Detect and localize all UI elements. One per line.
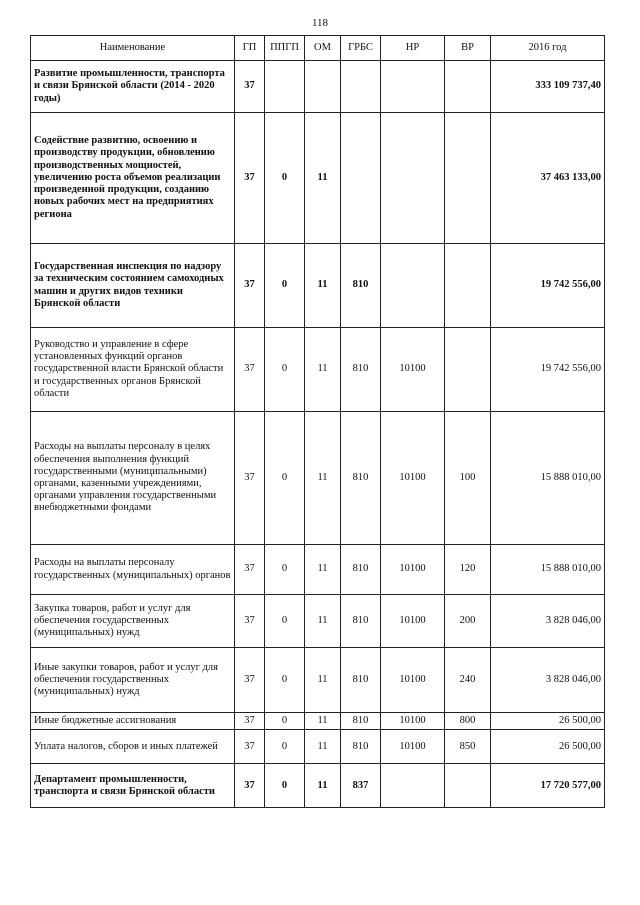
table-row: [31, 545, 605, 595]
row-amount: 26 500,00: [491, 713, 605, 730]
row-np: 10100: [381, 412, 445, 545]
row-gp: 37: [235, 730, 265, 764]
row-np: 10100: [381, 545, 445, 595]
row-vr: 800: [445, 713, 491, 730]
row-grbs: 837: [341, 764, 381, 808]
row-amount: 15 888 010,00: [491, 545, 605, 595]
row-amount: 17 720 577,00: [491, 764, 605, 808]
row-grbs: [341, 113, 381, 244]
row-amount: 15 888 010,00: [491, 412, 605, 545]
table-row: [31, 595, 605, 648]
row-grbs: 810: [341, 412, 381, 545]
row-np: 10100: [381, 730, 445, 764]
row-gp: 37: [235, 244, 265, 328]
row-grbs: 810: [341, 730, 381, 764]
row-pgp: 0: [265, 545, 305, 595]
row-pgp: 0: [265, 113, 305, 244]
row-np: 10100: [381, 648, 445, 713]
row-np: [381, 764, 445, 808]
row-pgp: 0: [265, 595, 305, 648]
row-np: [381, 113, 445, 244]
row-gp: 37: [235, 328, 265, 412]
row-pgp: 0: [265, 648, 305, 713]
row-name: Расходы на выплаты персоналу в целях обеспечения выполнения функций государственными (муниципальными) органами, казенными учреждениями, органами управления государственными внебюджетными фондами: [31, 412, 235, 545]
row-om: 11: [305, 113, 341, 244]
row-amount: 37 463 133,00: [491, 113, 605, 244]
header-vr: ВР: [445, 36, 491, 61]
row-amount: 26 500,00: [491, 730, 605, 764]
header-gp: ГП: [235, 36, 265, 61]
budget-table: [30, 35, 605, 808]
row-grbs: [341, 61, 381, 113]
row-np: 10100: [381, 713, 445, 730]
row-pgp: 0: [265, 328, 305, 412]
header-year: 2016 год: [491, 36, 605, 61]
table-row: [31, 244, 605, 328]
row-vr: 100: [445, 412, 491, 545]
row-om: 11: [305, 648, 341, 713]
row-pgp: 0: [265, 412, 305, 545]
row-amount: 19 742 556,00: [491, 328, 605, 412]
row-om: [305, 61, 341, 113]
row-name: Иные закупки товаров, работ и услуг для обеспечения государственных (муниципальных) нужд: [31, 648, 235, 713]
header-om: ОМ: [305, 36, 341, 61]
row-vr: [445, 61, 491, 113]
row-np: 10100: [381, 595, 445, 648]
row-vr: [445, 113, 491, 244]
table-row: [31, 61, 605, 113]
row-name: Закупка товаров, работ и услуг для обеспечения государственных (муниципальных) нужд: [31, 595, 235, 648]
row-gp: 37: [235, 412, 265, 545]
row-vr: [445, 244, 491, 328]
row-vr: 850: [445, 730, 491, 764]
row-om: 11: [305, 244, 341, 328]
row-name: Расходы на выплаты персоналу государственных (муниципальных) органов: [31, 545, 235, 595]
row-grbs: 810: [341, 595, 381, 648]
row-vr: 240: [445, 648, 491, 713]
row-pgp: 0: [265, 764, 305, 808]
row-name: Иные бюджетные ассигнования: [31, 713, 235, 730]
row-amount: 333 109 737,40: [491, 61, 605, 113]
row-vr: [445, 764, 491, 808]
table-row: [31, 764, 605, 808]
header-grbs: ГРБС: [341, 36, 381, 61]
row-name: Содействие развитию, освоению и производству продукции, обновлению производственных мощностей, увеличению роста объемов реализации произведенной продукции, созданию новых рабочих мест на предприятиях региона: [31, 113, 235, 244]
page-number: 118: [311, 17, 329, 29]
row-pgp: 0: [265, 713, 305, 730]
row-pgp: 0: [265, 244, 305, 328]
row-name: Департамент промышленности, транспорта и связи Брянской области: [31, 764, 235, 808]
row-om: 11: [305, 412, 341, 545]
row-gp: 37: [235, 545, 265, 595]
header-np: НР: [381, 36, 445, 61]
row-np: [381, 61, 445, 113]
row-om: 11: [305, 730, 341, 764]
row-name: Развитие промышленности, транспорта и связи Брянской области (2014 - 2020 годы): [31, 61, 235, 113]
table-row: [31, 713, 605, 730]
row-amount: 19 742 556,00: [491, 244, 605, 328]
header-row: [31, 36, 605, 61]
row-vr: 200: [445, 595, 491, 648]
row-om: 11: [305, 713, 341, 730]
row-name: Руководство и управление в сфере установленных функций органов государственной власти Брянской области и государственных органов Брянской области: [31, 328, 235, 412]
row-grbs: 810: [341, 244, 381, 328]
table-row: [31, 412, 605, 545]
row-vr: [445, 328, 491, 412]
row-grbs: 810: [341, 648, 381, 713]
row-name: Государственная инспекция по надзору за техническим состоянием самоходных машин и других видов техники Брянской области: [31, 244, 235, 328]
row-grbs: 810: [341, 328, 381, 412]
row-gp: 37: [235, 595, 265, 648]
row-grbs: 810: [341, 713, 381, 730]
row-gp: 37: [235, 61, 265, 113]
table-row: [31, 113, 605, 244]
row-vr: 120: [445, 545, 491, 595]
row-name: Уплата налогов, сборов и иных платежей: [31, 730, 235, 764]
row-np: [381, 244, 445, 328]
header-pgp: ППГП: [265, 36, 305, 61]
row-grbs: 810: [341, 545, 381, 595]
row-pgp: [265, 61, 305, 113]
row-om: 11: [305, 328, 341, 412]
table-row: [31, 730, 605, 764]
header-name: Наименование: [31, 36, 235, 61]
row-gp: 37: [235, 113, 265, 244]
row-gp: 37: [235, 648, 265, 713]
row-gp: 37: [235, 713, 265, 730]
table-row: [31, 648, 605, 713]
row-amount: 3 828 046,00: [491, 595, 605, 648]
row-om: 11: [305, 595, 341, 648]
table-row: [31, 328, 605, 412]
row-om: 11: [305, 764, 341, 808]
row-np: 10100: [381, 328, 445, 412]
row-pgp: 0: [265, 730, 305, 764]
row-gp: 37: [235, 764, 265, 808]
row-amount: 3 828 046,00: [491, 648, 605, 713]
row-om: 11: [305, 545, 341, 595]
